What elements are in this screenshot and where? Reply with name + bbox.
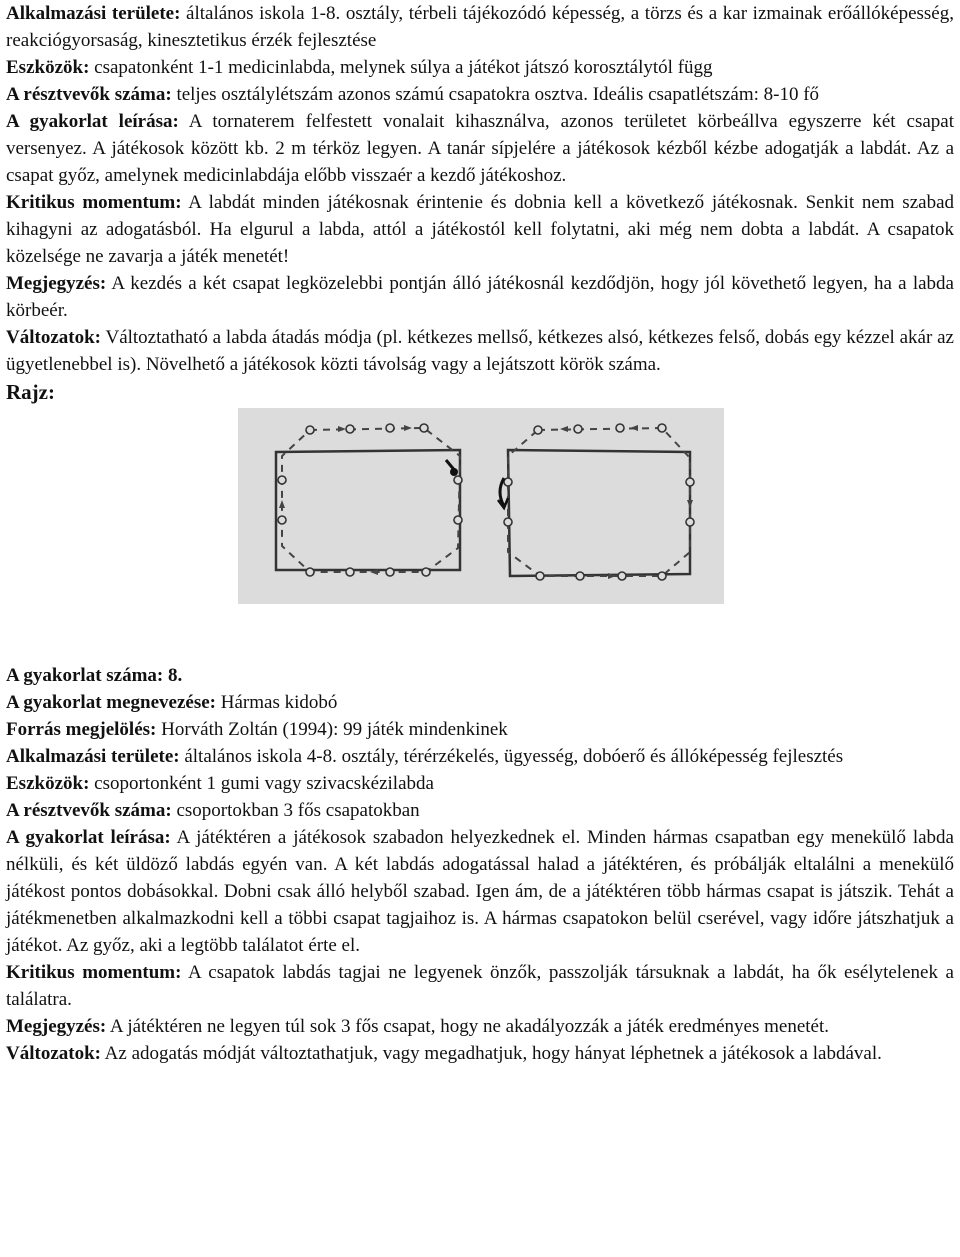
player-marker <box>278 476 286 484</box>
player-marker <box>504 518 512 526</box>
player-marker <box>454 476 462 484</box>
paragraph-exercise-number: A gyakorlat száma: 8. <box>6 665 183 686</box>
player-marker <box>306 426 314 434</box>
player-marker <box>346 568 354 576</box>
hand-drawn-diagram <box>238 408 724 604</box>
left-court-outline <box>276 450 460 570</box>
exercise-section-2 <box>6 662 954 1067</box>
player-marker <box>576 572 584 580</box>
player-marker <box>658 572 666 580</box>
player-marker <box>686 518 694 526</box>
paragraph-participants: A résztvevők száma: teljes osztálylétszám azonos számú csapatokra osztva. Ideális csapatlétszám: 8-10 fő <box>6 84 820 105</box>
player-marker <box>306 568 314 576</box>
exercise-section-1 <box>6 0 954 378</box>
paragraph-application-area: Alkalmazási területe: általános iskola 1-8. osztály, térbeli tájékozódó képesség, a törzs és a kar izmainak erőállóképesség, reakciógyorsaság, kinesztetikus érzék fejlesztése <box>6 3 954 51</box>
paragraph-equipment-2: Eszközök: csoportonként 1 gumi vagy szivacskézilabda <box>6 773 434 794</box>
player-marker <box>504 478 512 486</box>
player-marker <box>536 572 544 580</box>
player-marker <box>686 478 694 486</box>
paragraph-exercise-name: A gyakorlat megnevezése: Hármas kidobó <box>6 692 338 713</box>
paragraph-note-2: Megjegyzés: A játéktéren ne legyen túl sok 3 fős csapat, hogy ne akadályozzák a játék eredményes menetét. <box>6 1016 829 1037</box>
paragraph-critical-moment-2: Kritikus momentum: A csapatok labdás tagjai ne legyenek önzők, passzolják társuknak a labdát, ha ők esélytelenek a találatra. <box>6 962 954 1010</box>
paragraph-description-2: A gyakorlat leírása: A játéktéren a játékosok szabadon helyezkednek el. Minden hármas csapatban egy menekülő labda nélküli, és két üldöző labdás egyén van. A két labdás adogatással halad a játéktéren, és próbálják eltalálni a menekülő játékost pontos dobásokkal. Dobni csak álló helyből szabad. Igen ám, de a játéktéren több hármas csapat is játszik. Tehát a játékmenetben alkalmazkodni kell a többi csapat tagjaihoz is. A hármas csapatokon belül cserével, vagy időre játszhatjuk a játékot. Az győz, aki a legtöbb találatot érte el. <box>6 827 954 956</box>
player-marker <box>658 424 666 432</box>
player-marker <box>616 424 624 432</box>
player-marker <box>386 568 394 576</box>
player-marker <box>420 424 428 432</box>
paragraph-note: Megjegyzés: A kezdés a két csapat legközelebbi pontján álló játékosnál kezdődjön, hogy jól követhető legyen, ha a labda körbeér. <box>6 273 954 321</box>
player-marker <box>422 568 430 576</box>
paragraph-participants-2: A résztvevők száma: csoportokban 3 fős csapatokban <box>6 800 420 821</box>
paragraph-critical-moment: Kritikus momentum: A labdát minden játékosnak érintenie és dobnia kell a következő játékosnak. Senkit nem szabad kihagyni az adogatásból. Ha elgurul a labda, attól a játékostól kell folytatni, aki még nem dobta a labdát. A csapatok közelsége ne zavarja a játék menetét! <box>6 192 954 267</box>
diagram-svg <box>238 408 724 604</box>
player-marker <box>454 516 462 524</box>
player-marker <box>346 425 354 433</box>
player-marker <box>534 426 542 434</box>
paragraph-application-area-2: Alkalmazási területe: általános iskola 4-8. osztály, térérzékelés, ügyesség, dobóerő és állóképesség fejlesztés <box>6 746 844 767</box>
player-marker <box>574 425 582 433</box>
paragraph-description: A gyakorlat leírása: A tornaterem felfestett vonalait kihasználva, azonos területet körbeállva egyszerre két csapat versenyez. A játékosok között kb. 2 m térköz legyen. A tanár sípjelére a játékosok kézből kézbe adogatják a labdát. Az a csapat győz, amelynek medicinlabdája előbb visszaér a kezdő játékoshoz. <box>6 111 954 186</box>
player-marker <box>386 424 394 432</box>
paragraph-variants-2: Változatok: Az adogatás módját változtathatjuk, vagy megadhatjuk, hogy hányat léphetnek a játékosok a labdával. <box>6 1043 882 1064</box>
paragraph-variants: Változatok: Változtatható a labda átadás módja (pl. kétkezes mellső, kétkezes alsó, kétkezes felső, dobás egy kézzel akár az ügyetlenebbel is). Növelhető a játékosok közti távolság vagy a lejátszott körök száma. <box>6 327 954 375</box>
paragraph-equipment: Eszközök: csapatonként 1-1 medicinlabda, melynek súlya a játékot játszó korosztálytól függ <box>6 57 713 78</box>
drawing-label: Rajz: <box>6 380 55 404</box>
player-marker <box>618 572 626 580</box>
right-court-outline <box>508 450 690 576</box>
player-marker <box>278 516 286 524</box>
paragraph-source: Forrás megjelölés: Horváth Zoltán (1994): 99 játék mindenkinek <box>6 719 508 740</box>
